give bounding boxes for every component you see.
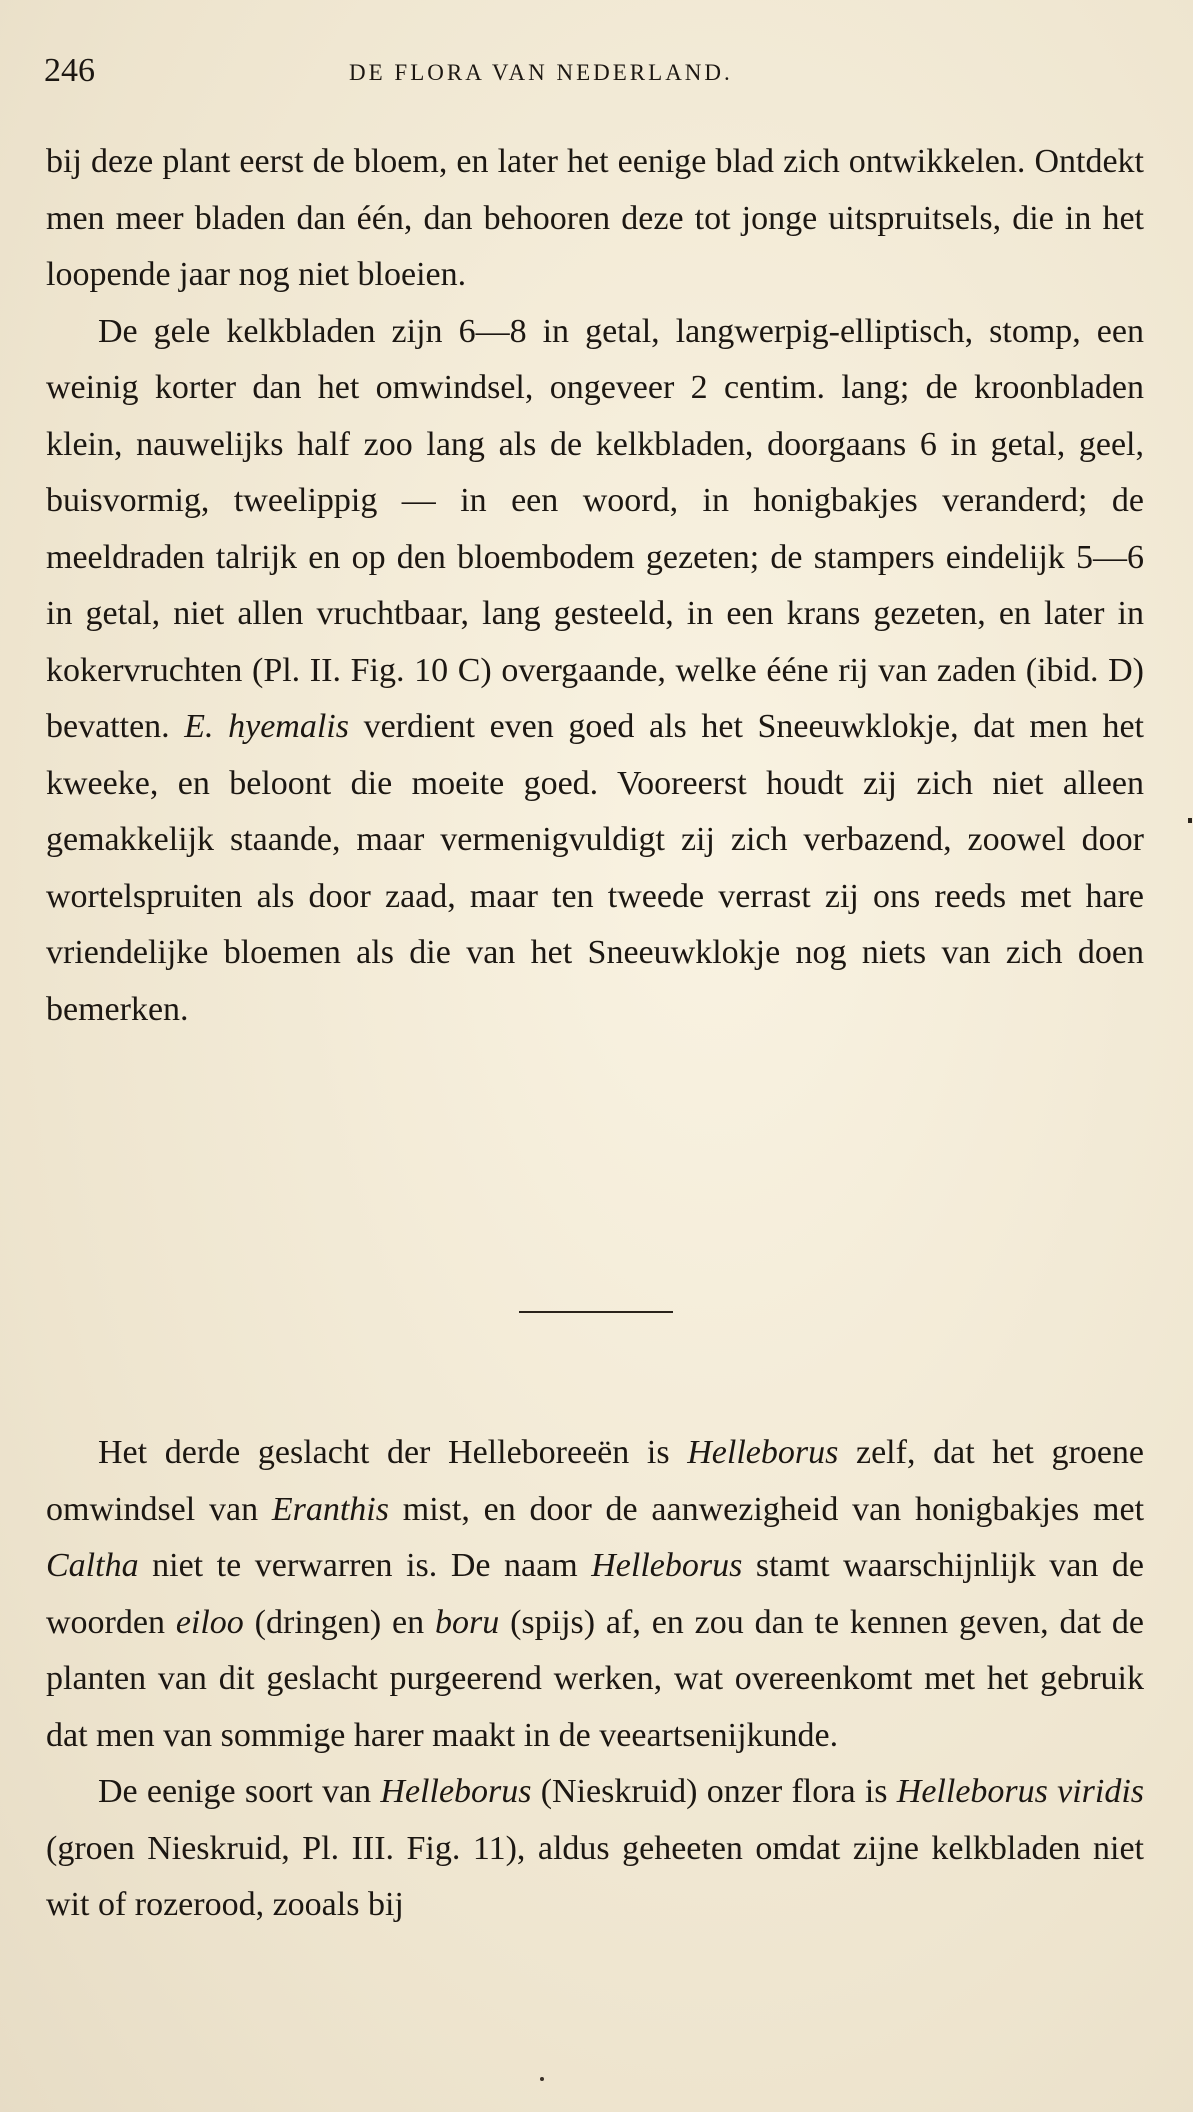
paragraph-3-text-e: stamt waarschijnlijk van de woorden [46, 1547, 1145, 1641]
paragraph-2-text-b: verdient even goed als het Sneeuwklokje, dat men het kweeke, en beloont die moeite goed. Vooreerst houdt zij zich niet alleen gemakkelijk staande, maar vermenigvuldigt zij zich verbazend, zoowel door wortelspruiten als door zaad, maar ten tweede verrast zij ons reeds met hare vriendelijke bloemen als die van het Sneeuwklokje nog niets van zich doen bemerken. [46, 708, 1144, 1028]
paragraph-1-text: bij deze plant eerst de bloem, en later het eenige blad zich ontwikkelen. Ontdekt men meer bladen dan één, dan behooren deze tot jonge uitspruitsels, die in het loopende jaar nog niet bloeien. [46, 143, 1144, 293]
paragraph-continuation [46, 134, 1144, 304]
paragraph-4-text-a: De eenige soort van [98, 1773, 372, 1810]
genus-name-italic: Caltha [46, 1547, 139, 1584]
text-block-upper [46, 134, 1144, 1038]
genus-name-italic: Helleborus [380, 1773, 532, 1810]
paragraph-3-text-g: (spijs) af, en zou dan te kennen geven, dat de planten van dit geslacht purgeerend werken, wat overeenkomt met het gebruik dat men van sommige harer maakt in de veeartsenijkunde. [46, 1603, 1144, 1754]
genus-name-italic: Helleborus [687, 1434, 839, 1471]
paragraph-3-text-a: Het derde geslacht der Helleboreeën is [98, 1434, 670, 1471]
margin-mark [1188, 818, 1192, 823]
bottom-mark [540, 2077, 544, 2081]
paragraph-helleborus-genus [46, 1425, 1144, 1764]
paragraph-4-text-b: (Nieskruid) onzer flora is [540, 1773, 888, 1810]
species-name-italic: E. hyemalis [184, 708, 349, 745]
section-divider-rule [519, 1311, 673, 1313]
greek-word-italic: eiloo [175, 1603, 244, 1641]
genus-name-italic: Helleborus [591, 1547, 743, 1584]
paragraph-helleborus-species [46, 1764, 1144, 1934]
paragraph-2-text-a: De gele kelkbladen zijn 6—8 in getal, langwerpig-elliptisch, stomp, een weinig korter dan het omwindsel, ongeveer 2 centim. lang; de kroonbladen klein, nauwelijks half zoo lang als de kelkbladen, doorgaans 6 in getal, geel, buisvormig, tweelippig — in een woord, in honigbakjes veranderd; de meeldraden talrijk en op den bloembodem gezeten; de stampers eindelijk 5—6 in getal, niet allen vruchtbaar, lang gesteeld, in een krans gezeten, en later in kokervruchten (Pl. II. Fig. 10 C) overgaande, welke ééne rij van zaden (ibid. D) bevatten. [46, 312, 1144, 745]
species-name-italic: Helleborus viridis [896, 1773, 1144, 1810]
page-header [44, 52, 1154, 102]
greek-word-italic: boru [434, 1603, 500, 1641]
paragraph-kelkbladen [46, 304, 1144, 1039]
page-number: 246 [44, 52, 95, 89]
paragraph-3-text-d: niet te verwarren is. De naam [152, 1547, 578, 1584]
paragraph-3-text-b: zelf, dat het groene omwindsel van [46, 1434, 1144, 1528]
genus-name-italic: Eranthis [271, 1490, 389, 1528]
paragraph-3-text-c: mist, en door de aanwezigheid van honigbakjes met [402, 1490, 1145, 1528]
text-block-lower [46, 1425, 1144, 1934]
paragraph-4-text-c: (groen Nieskruid, Pl. III. Fig. 11), aldus geheeten omdat zijne kelkbladen niet wit of rozerood, zooals bij [46, 1829, 1144, 1923]
running-title: DE FLORA VAN NEDERLAND. [349, 60, 733, 85]
paragraph-3-text-f: (dringen) en [254, 1603, 425, 1641]
